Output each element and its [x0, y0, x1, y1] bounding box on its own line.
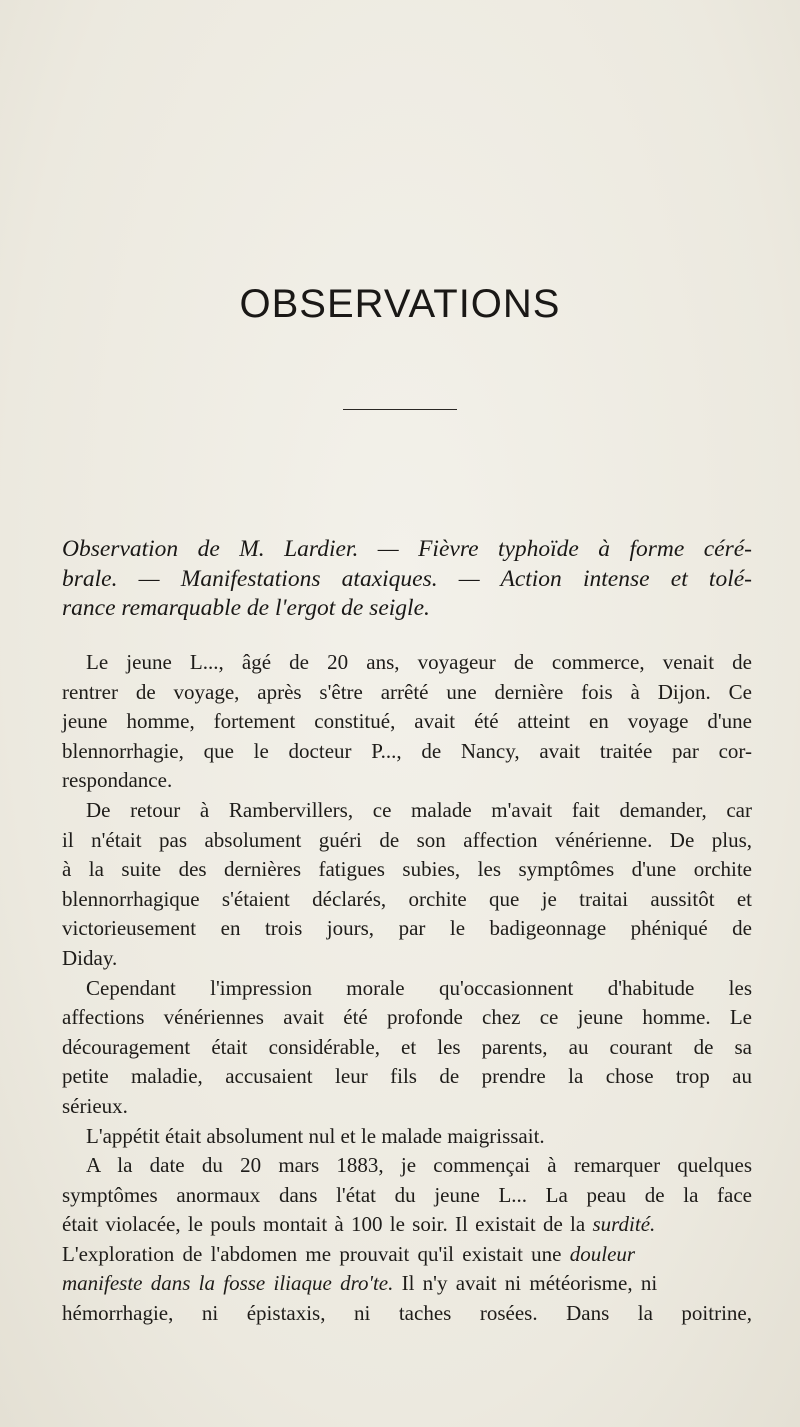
text-line: rentrer de voyage, après s'être arrêté une dernière fois à Dijon. Ce [62, 679, 752, 704]
text-line: était violacée, le pouls montait à 100 le soir. Il existait de la surdité. [62, 1212, 656, 1237]
observation-title [62, 532, 752, 621]
text-line: jeune homme, fortement constitué, avait été atteint en voyage d'une [62, 709, 752, 734]
text-line: découragement était considérable, et les parents, au courant de sa [62, 1034, 752, 1059]
text-line: Le jeune L..., âgé de 20 ans, voyageur de commerce, venait de [86, 650, 752, 674]
text-line: petite maladie, accusaient leur fils de prendre la chose trop au [62, 1064, 752, 1089]
text-line: symptômes anormaux dans l'état du jeune L... La peau de la face [62, 1182, 752, 1207]
text-line: à la suite des dernières fatigues subies, les symptômes d'une orchite [62, 857, 752, 882]
italic-phrase-fosse-iliaque: manifeste dans la fosse iliaque dro'te. [62, 1271, 394, 1296]
heading-divider [343, 409, 457, 410]
page-heading: OBSERVATIONS [239, 282, 561, 326]
text-line: il n'était pas absolument guéri de son affection vénérienne. De plus, [62, 827, 752, 852]
title-line: brale. — Manifestations ataxiques. — Action intense et tolé- [62, 565, 752, 592]
title-line: rance remarquable de l'ergot de seigle. [62, 595, 430, 622]
text-line: De retour à Rambervillers, ce malade m'avait fait demander, car [86, 797, 752, 822]
text-line: respondance. [62, 768, 173, 793]
italic-term-surdite: surdité. [592, 1212, 656, 1237]
italic-term-douleur: douleur [569, 1241, 636, 1266]
text-line: L'appétit était absolument nul et le malade maigrissait. [86, 1123, 545, 1148]
observation-body [62, 648, 752, 1329]
text-line: blennorrhagie, que le docteur P..., de Nancy, avait traitée par cor- [62, 738, 752, 763]
title-line: Observation de M. Lardier. — Fièvre typhoïde à forme céré- [62, 536, 752, 562]
text-line: affections vénériennes avait été profonde chez ce jeune homme. Le [62, 1005, 752, 1030]
text-line: hémorrhagie, ni épistaxis, ni taches rosées. Dans la poitrine, [62, 1301, 752, 1326]
text-line: Diday. [62, 945, 118, 970]
text-line: A la date du 20 mars 1883, je commençai à remarquer quelques [86, 1153, 752, 1178]
text-line: Cependant l'impression morale qu'occasionnent d'habitude les [86, 975, 752, 1000]
text-line: sérieux. [62, 1093, 128, 1118]
text-line: L'exploration de l'abdomen me prouvait qu'il existait une douleur [62, 1241, 636, 1266]
text-line: manifeste dans la fosse iliaque dro'te. Il n'y avait ni météorisme, ni [62, 1271, 658, 1296]
text-line: blennorrhagique s'étaient déclarés, orchite que je traitai aussitôt et [62, 886, 752, 911]
text-line: victorieusement en trois jours, par le badigeonnage phéniqué de [62, 916, 752, 941]
